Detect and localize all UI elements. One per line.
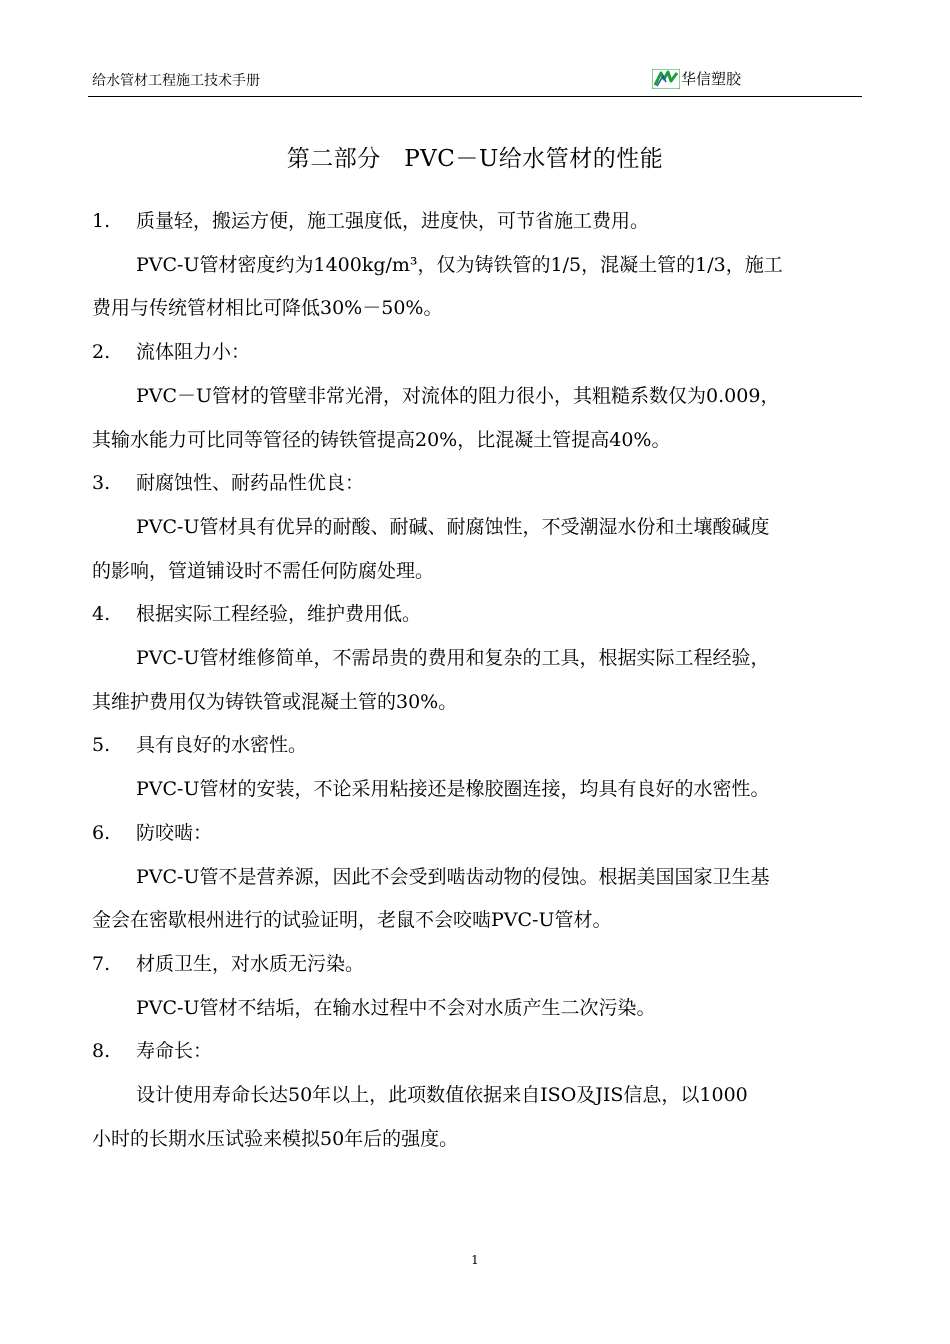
item-heading (92, 200, 862, 244)
item-heading (92, 331, 862, 375)
item-number: 5. (92, 734, 111, 757)
item-heading-text: 根据实际工程经验，维护费用低。 (136, 603, 422, 626)
content-body (92, 200, 862, 1161)
item-heading (92, 943, 862, 987)
page-number: 1 (471, 1253, 479, 1267)
item-body-line: 设计使用寿命长达50年以上，此项数值依据来自ISO及JIS信息，以1000 (136, 1084, 748, 1107)
item-heading (92, 724, 862, 768)
item-number: 7. (92, 952, 111, 975)
item-heading (92, 462, 862, 506)
item-body-line: PVC-U管材不结垢，在输水过程中不会对水质产生二次污染。 (136, 996, 656, 1019)
item-body-line: PVC-U管材具有优异的耐酸、耐碱、耐腐蚀性，不受潮湿水份和土壤酸碱度 (136, 515, 770, 538)
item-number: 4. (92, 603, 111, 626)
item-heading (92, 812, 862, 856)
item-number: 2. (92, 341, 111, 364)
item-heading-text: 具有良好的水密性。 (136, 734, 308, 757)
item-body-line: 费用与传统管材相比可降低30%－50%。 (92, 297, 443, 320)
item-heading-text: 流体阻力小： (136, 341, 251, 364)
item-body-line: 小时的长期水压试验来模拟50年后的强度。 (92, 1127, 459, 1150)
item-heading-text: 耐腐蚀性、耐药品性优良： (136, 472, 365, 495)
item-heading-text: 材质卫生，对水质无污染。 (136, 952, 365, 975)
company-name: 华信塑胶 (681, 70, 742, 88)
item-body-line: 的影响，管道铺设时不需任何防腐处理。 (92, 559, 435, 582)
item-heading (92, 1030, 862, 1074)
item-body-line: 金会在密歇根州进行的试验证明，老鼠不会咬啮PVC-U管材。 (92, 909, 612, 932)
header-left-text: 给水管材工程施工技术手册 (92, 73, 260, 89)
item-body-line: PVC-U管材的安装，不论采用粘接还是橡胶圈连接，均具有良好的水密性。 (136, 778, 770, 801)
huaxin-logo-icon (652, 69, 680, 89)
item-heading-text: 质量轻，搬运方便，施工强度低，进度快，可节省施工费用。 (136, 210, 650, 232)
header-rule (88, 96, 862, 97)
item-heading (92, 593, 862, 637)
item-body-line: 其维护费用仅为铸铁管或混凝土管的30%。 (92, 690, 458, 713)
item-heading-text: 防咬啮： (136, 821, 213, 844)
item-body-line: PVC-U管材密度约为1400kg/m³，仅为铸铁管的1/5，混凝土管的1/3，施工 (136, 253, 783, 276)
item-number: 1. (92, 210, 111, 232)
item-body-line: PVC-U管材维修简单，不需昂贵的费用和复杂的工具，根据实际工程经验， (136, 647, 770, 670)
item-number: 8. (92, 1040, 111, 1063)
item-heading-text: 寿命长： (136, 1040, 213, 1063)
page-title: 第二部分 PVC－U给水管材的性能 (286, 146, 664, 172)
item-body-line: PVC-U管不是营养源，因此不会受到啮齿动物的侵蚀。根据美国国家卫生基 (136, 865, 770, 888)
header-logo (652, 68, 741, 89)
item-body-line: PVC－U管材的管壁非常光滑，对流体的阻力很小，其粗糙系数仅为0.009， (136, 384, 780, 407)
item-number: 6. (92, 821, 111, 844)
item-body-line: 其输水能力可比同等管径的铸铁管提高20%，比混凝土管提高40%。 (92, 428, 671, 451)
item-number: 3. (92, 472, 111, 495)
